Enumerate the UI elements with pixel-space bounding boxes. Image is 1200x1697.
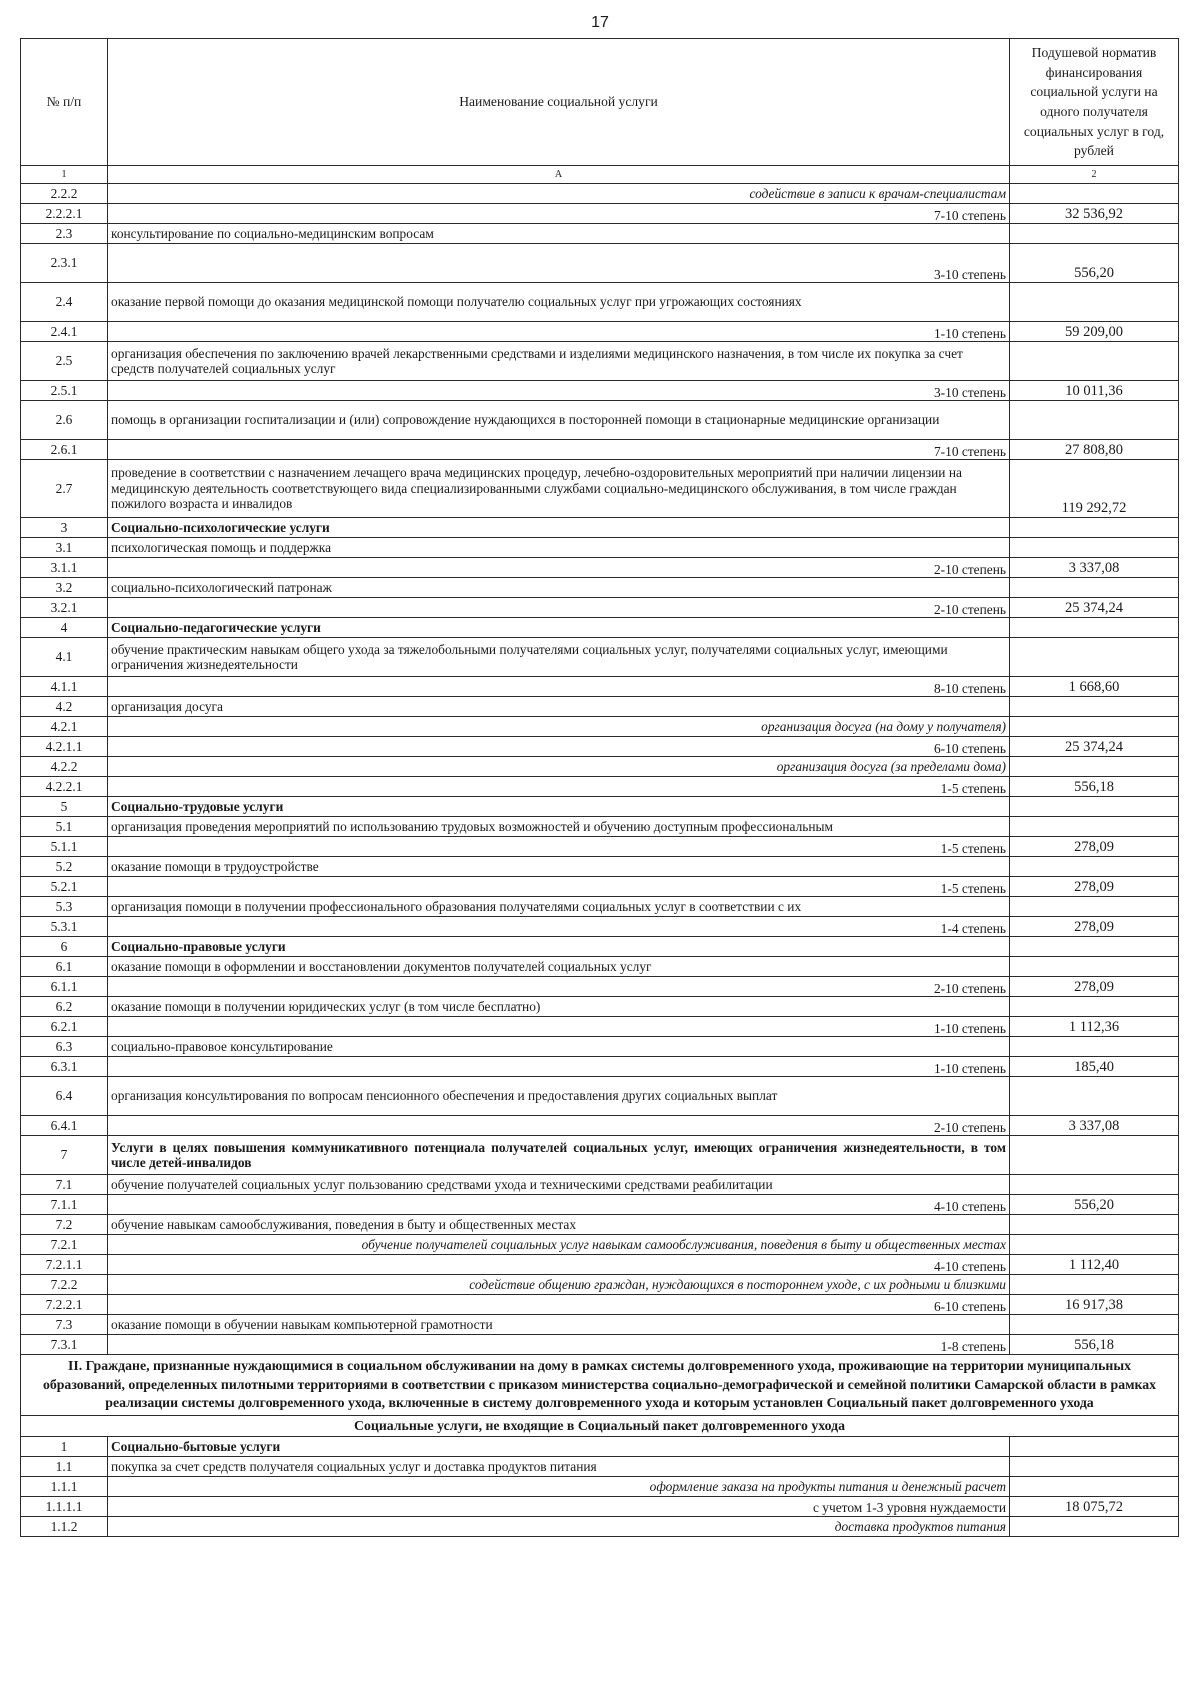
service-name: оказание помощи в получении юридических услуг (в том числе бесплатно): [108, 997, 1010, 1017]
table-row: [21, 1037, 1179, 1057]
funding-value: [1010, 717, 1179, 737]
table-row: [21, 1136, 1179, 1175]
table-row: [21, 1496, 1179, 1516]
table-row: [21, 897, 1179, 917]
service-name: 1-10 степень: [108, 1017, 1010, 1037]
funding-value: 556,18: [1010, 1335, 1179, 1355]
row-number: 7.2.1.1: [21, 1255, 108, 1275]
service-name: 2-10 степень: [108, 558, 1010, 578]
funding-value: [1010, 1077, 1179, 1116]
funding-value: [1010, 1436, 1179, 1456]
funding-value: 185,40: [1010, 1057, 1179, 1077]
table-row: [21, 440, 1179, 460]
service-name: 2-10 степень: [108, 598, 1010, 618]
row-number: 3.1: [21, 538, 108, 558]
service-name: помощь в организации госпитализации и (или) сопровождение нуждающихся в посторонней помощи в стационарные медицинские организации: [108, 401, 1010, 440]
funding-value: 278,09: [1010, 917, 1179, 937]
service-name: 1-5 степень: [108, 837, 1010, 857]
table-row: [21, 558, 1179, 578]
service-name: 4-10 степень: [108, 1195, 1010, 1215]
service-name: психологическая помощь и поддержка: [108, 538, 1010, 558]
table-row: [21, 204, 1179, 224]
service-name: покупка за счет средств получателя социальных услуг и доставка продуктов питания: [108, 1456, 1010, 1476]
service-name: 1-8 степень: [108, 1335, 1010, 1355]
row-number: 7.3: [21, 1315, 108, 1335]
funding-value: [1010, 757, 1179, 777]
table-row: [21, 1215, 1179, 1235]
funding-value: 3 337,08: [1010, 1116, 1179, 1136]
row-number: 3.2: [21, 578, 108, 598]
funding-value: [1010, 1215, 1179, 1235]
service-name: Социально-педагогические услуги: [108, 618, 1010, 638]
table-row: [21, 1315, 1179, 1335]
row-number: 1.1.1: [21, 1476, 108, 1496]
service-name: с учетом 1-3 уровня нуждаемости: [108, 1496, 1010, 1516]
table-row: [21, 1436, 1179, 1456]
service-name: Социально-трудовые услуги: [108, 797, 1010, 817]
funding-value: [1010, 1175, 1179, 1195]
row-number: 5.2: [21, 857, 108, 877]
table-row: [21, 817, 1179, 837]
service-name: обучение навыкам самообслуживания, поведения в быту и общественных местах: [108, 1215, 1010, 1235]
table-row: [21, 638, 1179, 677]
subsection-row: [21, 1415, 1179, 1436]
row-number: 6.4: [21, 1077, 108, 1116]
funding-value: [1010, 1037, 1179, 1057]
row-number: 5.3: [21, 897, 108, 917]
table-row: [21, 1335, 1179, 1355]
service-name: 1-10 степень: [108, 322, 1010, 342]
service-name: социально-психологический патронаж: [108, 578, 1010, 598]
funding-value: 1 668,60: [1010, 677, 1179, 697]
row-number: 4.1: [21, 638, 108, 677]
table-row: [21, 837, 1179, 857]
row-number: 5.2.1: [21, 877, 108, 897]
table-header-row: [21, 39, 1179, 166]
service-name: 1-5 степень: [108, 777, 1010, 797]
row-number: 2.4.1: [21, 322, 108, 342]
service-name: оформление заказа на продукты питания и денежный расчет: [108, 1476, 1010, 1496]
row-number: 6.3.1: [21, 1057, 108, 1077]
table-row: [21, 997, 1179, 1017]
service-name: 1-10 степень: [108, 1057, 1010, 1077]
funding-value: 18 075,72: [1010, 1496, 1179, 1516]
column-index: А: [108, 166, 1010, 184]
row-number: 4.2.1.1: [21, 737, 108, 757]
table-row: [21, 977, 1179, 997]
funding-value: 27 808,80: [1010, 440, 1179, 460]
section-ii-title: II. Граждане, признанные нуждающимися в социальном обслуживании на дому в рамках системы долговременного ухода, проживающие на территории муниципальных образований, определенных пилотными территориями в соответствии с приказом министерства социально-демографической и семейной политики Самарской области в рамках реализации системы долговременного ухода, включенные в систему долговременного ухода и которым установлен Социальный пакет долговременного ухода: [21, 1355, 1179, 1416]
row-number: 7.2.2.1: [21, 1295, 108, 1315]
service-name: организация проведения мероприятий по использованию трудовых возможностей и обучению доступным профессиональным: [108, 817, 1010, 837]
row-number: 4.2: [21, 697, 108, 717]
service-name: консультирование по социально-медицинским вопросам: [108, 224, 1010, 244]
funding-value: [1010, 857, 1179, 877]
service-name: организация обеспечения по заключению врачей лекарственными средствами и изделиями медицинского назначения, в том числе их покупка за счет средств получателей социальных услуг: [108, 342, 1010, 381]
funding-value: [1010, 957, 1179, 977]
table-row: [21, 677, 1179, 697]
row-number: 2.3: [21, 224, 108, 244]
service-name: 1-4 степень: [108, 917, 1010, 937]
table-row: [21, 1195, 1179, 1215]
table-row: [21, 1057, 1179, 1077]
row-number: 5: [21, 797, 108, 817]
row-number: 6.2.1: [21, 1017, 108, 1037]
service-name: 7-10 степень: [108, 440, 1010, 460]
header-number: № п/п: [21, 39, 108, 166]
service-name: организация досуга (за пределами дома): [108, 757, 1010, 777]
service-name: обучение практическим навыкам общего ухода за тяжелобольными получателями социальных услуг, получателями социальных услуг, имеющими ограничения жизнедеятельности: [108, 638, 1010, 677]
funding-value: [1010, 401, 1179, 440]
row-number: 4.2.1: [21, 717, 108, 737]
funding-value: [1010, 1456, 1179, 1476]
row-number: 7.2.2: [21, 1275, 108, 1295]
table-row: [21, 322, 1179, 342]
table-row: [21, 1255, 1179, 1275]
table-row: [21, 224, 1179, 244]
service-name: 6-10 степень: [108, 1295, 1010, 1315]
table-row: [21, 342, 1179, 381]
row-number: 5.3.1: [21, 917, 108, 937]
table-row: [21, 1175, 1179, 1195]
page-number: 17: [591, 14, 609, 31]
funding-value: 25 374,24: [1010, 598, 1179, 618]
row-number: 2.6.1: [21, 440, 108, 460]
service-name: организация консультирования по вопросам пенсионного обеспечения и предоставления других социальных выплат: [108, 1077, 1010, 1116]
service-name: Социально-бытовые услуги: [108, 1436, 1010, 1456]
service-name: 3-10 степень: [108, 244, 1010, 283]
table-row: [21, 1476, 1179, 1496]
row-number: 2.7: [21, 460, 108, 518]
table-row: [21, 381, 1179, 401]
funding-value: [1010, 1275, 1179, 1295]
table-row: [21, 1017, 1179, 1037]
row-number: 6.2: [21, 997, 108, 1017]
funding-value: 32 536,92: [1010, 204, 1179, 224]
funding-value: 556,18: [1010, 777, 1179, 797]
funding-value: 278,09: [1010, 977, 1179, 997]
service-name: оказание помощи в оформлении и восстановлении документов получателей социальных услуг: [108, 957, 1010, 977]
row-number: 6.4.1: [21, 1116, 108, 1136]
row-number: 4: [21, 618, 108, 638]
social-services-table: [20, 38, 1179, 1537]
row-number: 7.3.1: [21, 1335, 108, 1355]
row-number: 7.2: [21, 1215, 108, 1235]
funding-value: [1010, 897, 1179, 917]
funding-value: [1010, 518, 1179, 538]
table-row: [21, 857, 1179, 877]
subsection-title: Социальные услуги, не входящие в Социальный пакет долговременного ухода: [21, 1415, 1179, 1436]
row-number: 6.3: [21, 1037, 108, 1057]
table-row: [21, 244, 1179, 283]
table-row: [21, 777, 1179, 797]
row-number: 2.3.1: [21, 244, 108, 283]
table-row: [21, 538, 1179, 558]
table-row: [21, 618, 1179, 638]
funding-value: 119 292,72: [1010, 460, 1179, 518]
funding-value: 59 209,00: [1010, 322, 1179, 342]
header-service-name: Наименование социальной услуги: [108, 39, 1010, 166]
service-name: организация досуга (на дому у получателя): [108, 717, 1010, 737]
funding-value: 278,09: [1010, 877, 1179, 897]
table-row: [21, 957, 1179, 977]
table-row: [21, 937, 1179, 957]
service-name: оказание помощи в обучении навыкам компьютерной грамотности: [108, 1315, 1010, 1335]
row-number: 1: [21, 1436, 108, 1456]
row-number: 3: [21, 518, 108, 538]
table-row: [21, 1235, 1179, 1255]
funding-value: [1010, 224, 1179, 244]
row-number: 3.2.1: [21, 598, 108, 618]
table-row: [21, 1116, 1179, 1136]
funding-value: [1010, 997, 1179, 1017]
funding-value: [1010, 1235, 1179, 1255]
funding-value: 556,20: [1010, 1195, 1179, 1215]
service-name: Социально-правовые услуги: [108, 937, 1010, 957]
service-name: содействие в записи к врачам-специалистам: [108, 184, 1010, 204]
funding-value: [1010, 697, 1179, 717]
funding-value: 10 011,36: [1010, 381, 1179, 401]
funding-value: 3 337,08: [1010, 558, 1179, 578]
table-row: [21, 578, 1179, 598]
row-number: 4.1.1: [21, 677, 108, 697]
service-name: доставка продуктов питания: [108, 1516, 1010, 1536]
row-number: 2.6: [21, 401, 108, 440]
row-number: 7.1: [21, 1175, 108, 1195]
row-number: 6.1.1: [21, 977, 108, 997]
funding-value: 556,20: [1010, 244, 1179, 283]
row-number: 7.2.1: [21, 1235, 108, 1255]
service-name: проведение в соответствии с назначением лечащего врача медицинских процедур, лечебно-оздоровительных мероприятий при наличии лицензии на медицинскую деятельность соответствующего вида специализированными службами социально-медицинского обслуживания, в том числе граждан пожилого возраста и инвалидов: [108, 460, 1010, 518]
column-index: 2: [1010, 166, 1179, 184]
service-name: 8-10 степень: [108, 677, 1010, 697]
row-number: 7.1.1: [21, 1195, 108, 1215]
table-row: [21, 1516, 1179, 1536]
service-name: оказание помощи в трудоустройстве: [108, 857, 1010, 877]
table-row: [21, 797, 1179, 817]
service-name: 1-5 степень: [108, 877, 1010, 897]
table-row: [21, 1077, 1179, 1116]
table-row: [21, 1295, 1179, 1315]
service-name: 4-10 степень: [108, 1255, 1010, 1275]
service-name: Социально-психологические услуги: [108, 518, 1010, 538]
row-number: 5.1.1: [21, 837, 108, 857]
table-row: [21, 697, 1179, 717]
service-name: организация досуга: [108, 697, 1010, 717]
funding-value: 25 374,24: [1010, 737, 1179, 757]
row-number: 3.1.1: [21, 558, 108, 578]
section-ii-row: [21, 1355, 1179, 1416]
service-name: организация помощи в получении профессионального образования получателями социальных услуг в соответствии с их: [108, 897, 1010, 917]
service-name: 2-10 степень: [108, 977, 1010, 997]
table-row: [21, 1275, 1179, 1295]
row-number: 1.1: [21, 1456, 108, 1476]
row-number: 6.1: [21, 957, 108, 977]
row-number: 2.5: [21, 342, 108, 381]
funding-value: 1 112,40: [1010, 1255, 1179, 1275]
funding-value: [1010, 342, 1179, 381]
service-name: 6-10 степень: [108, 737, 1010, 757]
service-name: обучение получателей социальных услуг навыкам самообслуживания, поведения в быту и общественных местах: [108, 1235, 1010, 1255]
column-index: 1: [21, 166, 108, 184]
funding-value: [1010, 618, 1179, 638]
table-row: [21, 717, 1179, 737]
service-name: обучение получателей социальных услуг пользованию средствами ухода и техническими средствами реабилитации: [108, 1175, 1010, 1195]
funding-value: [1010, 283, 1179, 322]
row-number: 2.5.1: [21, 381, 108, 401]
funding-value: [1010, 817, 1179, 837]
funding-value: [1010, 638, 1179, 677]
service-name: оказание первой помощи до оказания медицинской помощи получателю социальных услуг при угрожающих состояниях: [108, 283, 1010, 322]
service-name: 7-10 степень: [108, 204, 1010, 224]
header-funding-norm: Подушевой норматив финансирования социальной услуги на одного получателя социальных услуг в год, рублей: [1010, 39, 1179, 166]
funding-value: [1010, 1516, 1179, 1536]
table-row: [21, 917, 1179, 937]
row-number: 2.2.2: [21, 184, 108, 204]
funding-value: [1010, 1136, 1179, 1175]
row-number: 4.2.2: [21, 757, 108, 777]
table-row: [21, 757, 1179, 777]
row-number: 5.1: [21, 817, 108, 837]
funding-value: [1010, 184, 1179, 204]
table-row: [21, 1456, 1179, 1476]
funding-value: [1010, 797, 1179, 817]
service-name: Услуги в целях повышения коммуникативного потенциала получателей социальных услуг, имеющих ограничения жизнедеятельности, в том числе детей-инвалидов: [108, 1136, 1010, 1175]
funding-value: [1010, 1315, 1179, 1335]
row-number: 2.2.2.1: [21, 204, 108, 224]
service-name: 2-10 степень: [108, 1116, 1010, 1136]
row-number: 1.1.1.1: [21, 1496, 108, 1516]
table-row: [21, 184, 1179, 204]
table-row: [21, 283, 1179, 322]
row-number: 2.4: [21, 283, 108, 322]
column-index-row: [21, 166, 1179, 184]
row-number: 4.2.2.1: [21, 777, 108, 797]
funding-value: 278,09: [1010, 837, 1179, 857]
table-row: [21, 598, 1179, 618]
row-number: 1.1.2: [21, 1516, 108, 1536]
row-number: 7: [21, 1136, 108, 1175]
table-row: [21, 401, 1179, 440]
table-row: [21, 518, 1179, 538]
row-number: 6: [21, 937, 108, 957]
funding-value: 1 112,36: [1010, 1017, 1179, 1037]
service-name: 3-10 степень: [108, 381, 1010, 401]
table-row: [21, 877, 1179, 897]
funding-value: [1010, 538, 1179, 558]
funding-value: [1010, 1476, 1179, 1496]
service-name: социально-правовое консультирование: [108, 1037, 1010, 1057]
funding-value: [1010, 937, 1179, 957]
funding-value: [1010, 578, 1179, 598]
table-row: [21, 460, 1179, 518]
table-row: [21, 737, 1179, 757]
service-name: содействие общению граждан, нуждающихся в постороннем уходе, с их родными и близкими: [108, 1275, 1010, 1295]
funding-value: 16 917,38: [1010, 1295, 1179, 1315]
